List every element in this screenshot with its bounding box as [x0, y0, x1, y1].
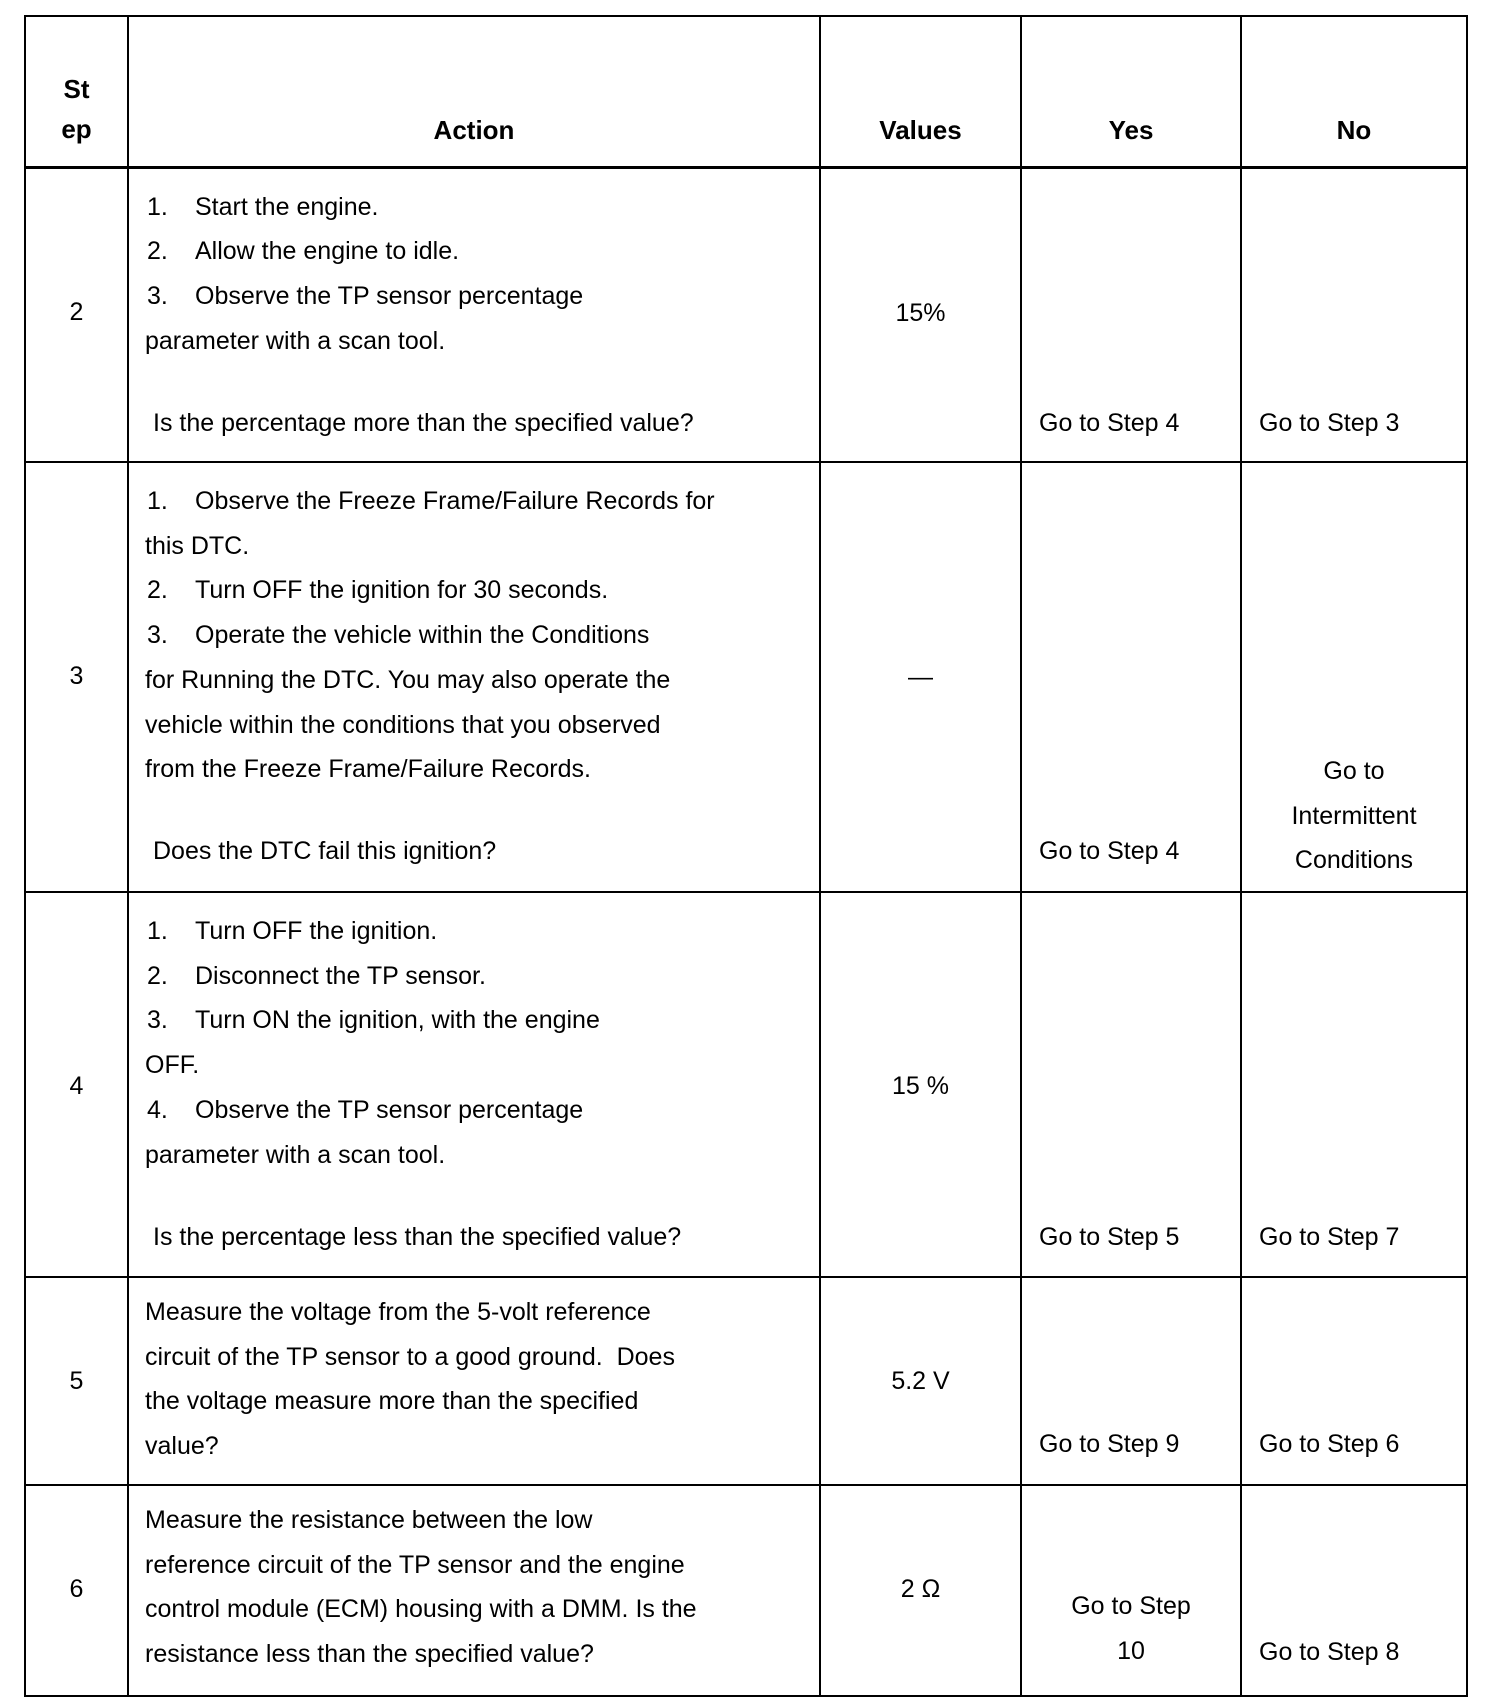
- table-row: [25, 892, 1467, 1277]
- yes-result-lines: Go to Step 10: [1071, 1592, 1191, 1665]
- no-cell: Go to Step 8: [1241, 1485, 1467, 1696]
- action-steps: 1. Start the engine. 2. Allow the engine to idle. 3. Observe the TP sensor percentage parameter with a scan tool.: [145, 192, 584, 355]
- no-cell: Go to Step 7: [1241, 892, 1467, 1277]
- action-text: Measure the voltage from the 5-volt reference circuit of the TP sensor to a good ground. Does the voltage measure more than the specified value?: [145, 1298, 675, 1461]
- table-row: [25, 462, 1467, 892]
- value-cell: 5.2 V: [820, 1277, 1021, 1485]
- action-cell: [128, 892, 820, 1277]
- action-cell: [128, 462, 820, 892]
- action-steps: 1. Turn OFF the ignition. 2. Disconnect the TP sensor. 3. Turn ON the ignition, with the engine OFF. 4. Observe the TP sensor percentage parameter with a scan tool.: [145, 917, 600, 1169]
- no-cell: Go to Step 3: [1241, 167, 1467, 462]
- no-cell: [1241, 462, 1467, 892]
- value-cell: 2 Ω: [820, 1485, 1021, 1696]
- yes-cell: Go to Step 5: [1021, 892, 1241, 1277]
- action-cell: [128, 1485, 820, 1696]
- header-row: [25, 16, 1467, 167]
- value-cell: 15%: [820, 167, 1021, 462]
- yes-cell: Go to Step 4: [1021, 462, 1241, 892]
- action-question: Is the percentage more than the specified value?: [153, 408, 694, 437]
- header-step: [25, 16, 128, 167]
- yes-cell: Go to Step 9: [1021, 1277, 1241, 1485]
- value-cell: —: [820, 462, 1021, 892]
- header-action: Action: [128, 16, 820, 167]
- diagnostic-table: [24, 15, 1468, 1697]
- action-cell: [128, 167, 820, 462]
- header-yes: Yes: [1021, 16, 1241, 167]
- header-step-label: St ep: [61, 74, 92, 144]
- step-cell: 3: [25, 462, 128, 892]
- action-cell: [128, 1277, 820, 1485]
- header-no: No: [1241, 16, 1467, 167]
- yes-cell: [1021, 1485, 1241, 1696]
- table-row: [25, 167, 1467, 462]
- value-cell: 15 %: [820, 892, 1021, 1277]
- action-steps: 1. Observe the Freeze Frame/Failure Records for this DTC. 2. Turn OFF the ignition for 30 seconds. 3. Operate the vehicle within the Conditions for Running the DTC. You may also operate the vehicle within the conditions that you observed from the Freeze Frame/Failure Records.: [145, 487, 715, 784]
- table-row: [25, 1485, 1467, 1696]
- step-cell: 4: [25, 892, 128, 1277]
- no-cell: Go to Step 6: [1241, 1277, 1467, 1485]
- step-cell: 6: [25, 1485, 128, 1696]
- step-cell: 2: [25, 167, 128, 462]
- action-text: Measure the resistance between the low reference circuit of the TP sensor and the engine control module (ECM) housing with a DMM. Is the resistance less than the specified value?: [145, 1506, 697, 1669]
- action-question: Does the DTC fail this ignition?: [153, 837, 497, 865]
- yes-cell: Go to Step 4: [1021, 167, 1241, 462]
- no-result-lines: Go to Intermittent Conditions: [1291, 757, 1417, 875]
- action-question: Is the percentage less than the specified value?: [153, 1223, 682, 1251]
- step-cell: 5: [25, 1277, 128, 1485]
- header-values: Values: [820, 16, 1021, 167]
- table-row: [25, 1277, 1467, 1485]
